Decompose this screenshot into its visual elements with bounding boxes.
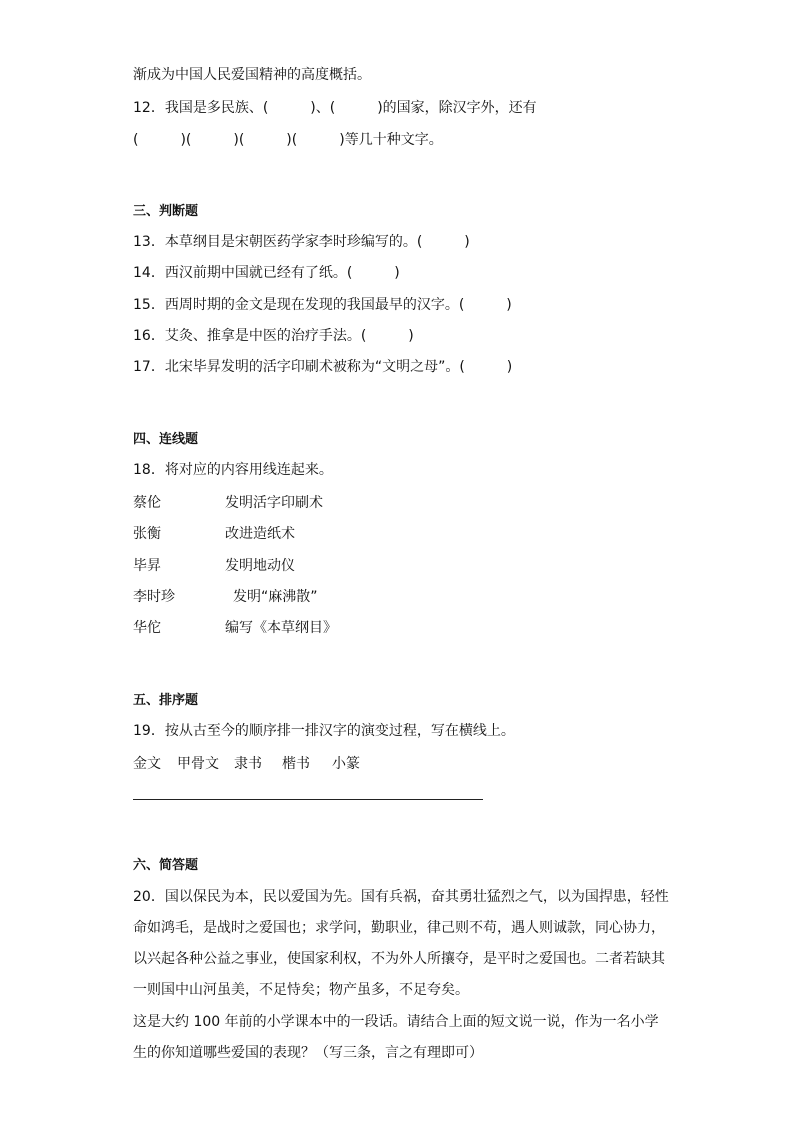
person-zhang-heng: 张衡 — [133, 526, 161, 542]
section-5-heading: 五、排序题 — [133, 693, 199, 708]
script-option-jinwen: 金文 — [133, 756, 161, 772]
continuation-text: 渐成为中国人民爱国精神的高度概括。 — [133, 67, 371, 83]
question-19-prompt: 19．按从古至今的顺序排一排汉字的演变过程，写在横线上。 — [133, 723, 515, 739]
achievement-bencao-gangmu: 编写《本草纲目》 — [225, 620, 337, 636]
section-6-heading: 六、简答题 — [133, 858, 199, 873]
question-20-line-3: 以兴起各种公益之事业，使国家利权，不为外人所攘夺，是平时之爱国也。二者若缺其 — [133, 951, 665, 967]
person-cai-lun: 蔡伦 — [133, 495, 161, 511]
script-option-kaishu: 楷书 — [282, 756, 310, 772]
question-20-line-4: 一则国中山河虽美，不足恃矣；物产虽多，不足夸矣。 — [133, 982, 469, 998]
section-4-heading: 四、连线题 — [133, 432, 199, 447]
question-13: 13．本草纲目是宋朝医药学家李时珍编写的。( ) — [133, 234, 470, 250]
question-15: 15．西周时期的金文是现在发现的我国最早的汉字。( ) — [133, 297, 512, 313]
person-hua-tuo: 华佗 — [133, 620, 161, 636]
script-option-jiaguwen: 甲骨文 — [177, 756, 219, 772]
question-20-line-1: 20．国以保民为本，民以爱国为先。国有兵祸，奋其勇壮猛烈之气，以为国捍患，轻性 — [133, 889, 669, 905]
section-3-heading: 三、判断题 — [133, 204, 199, 219]
question-18-prompt: 18．将对应的内容用线连起来。 — [133, 462, 333, 478]
achievement-movable-type: 发明活字印刷术 — [225, 495, 323, 511]
question-20-line-5: 这是大约 100 年前的小学课本中的一段话。请结合上面的短文说一说，作为一名小学 — [133, 1014, 659, 1030]
achievement-seismoscope: 发明地动仪 — [225, 558, 295, 574]
achievement-mafeisan: 发明“麻沸散” — [233, 589, 318, 605]
person-bi-sheng: 毕昇 — [133, 558, 161, 574]
question-17: 17．北宋毕昇发明的活字印刷术被称为“文明之母”。( ) — [133, 359, 513, 375]
question-14: 14．西汉前期中国就已经有了纸。( ) — [133, 265, 400, 281]
answer-line — [133, 799, 483, 800]
question-16: 16．艾灸、推拿是中医的治疗手法。( ) — [133, 328, 414, 344]
person-li-shizhen: 李时珍 — [133, 589, 175, 605]
script-option-lishu: 隶书 — [234, 756, 262, 772]
question-12-line-2: ( )( )( )( )等几十种文字。 — [133, 132, 443, 148]
achievement-papermaking: 改进造纸术 — [225, 526, 295, 542]
question-20-line-6: 生的你知道哪些爱国的表现？（写三条，言之有理即可） — [133, 1045, 483, 1061]
question-12-line-1: 12．我国是多民族、( )、( )的国家，除汉字外，还有 — [133, 100, 537, 116]
question-20-line-2: 命如鸿毛，是战时之爱国也；求学问，勤职业，律己则不苟，遇人则诚款，同心协力， — [133, 920, 665, 936]
script-option-xiaozhuan: 小篆 — [332, 756, 360, 772]
